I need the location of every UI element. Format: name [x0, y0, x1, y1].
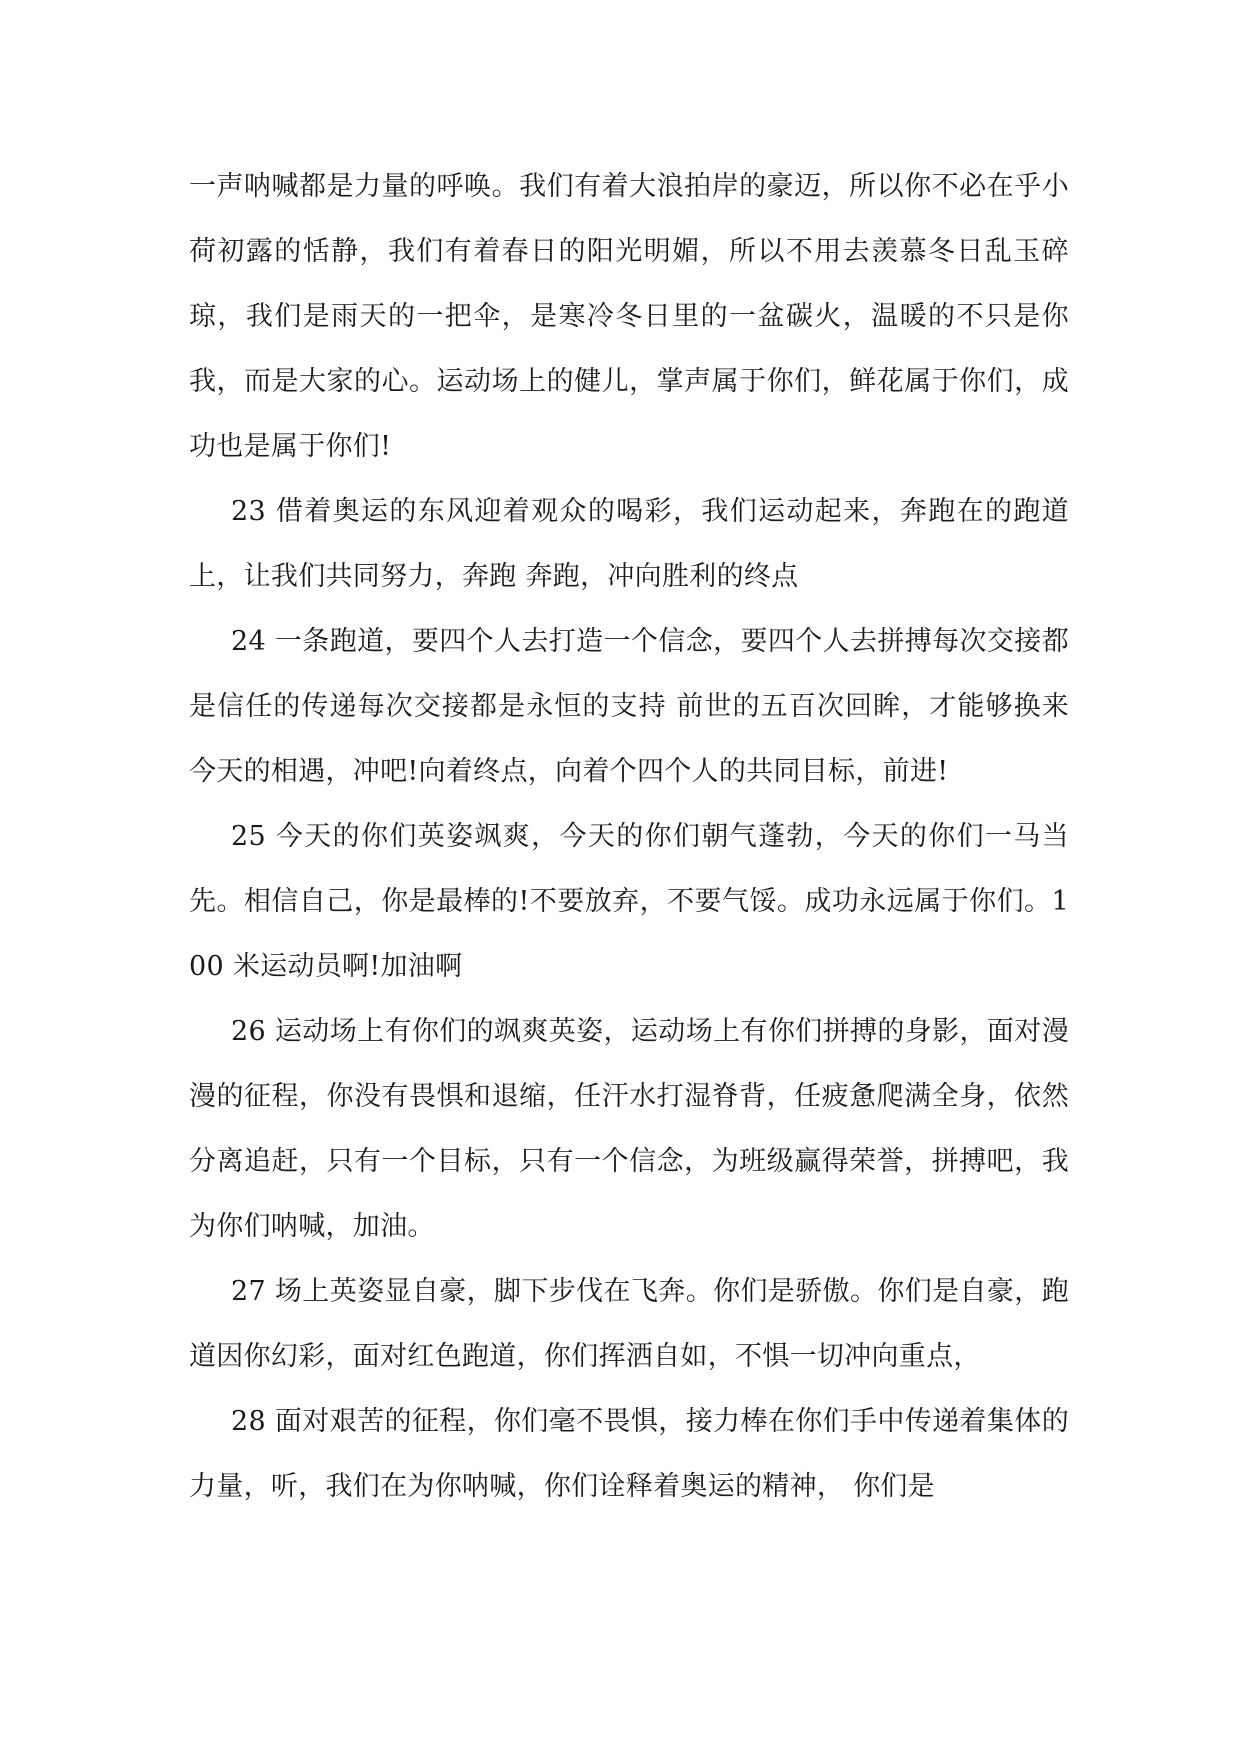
paragraph-23	[189, 479, 1069, 609]
paragraph-28	[189, 1389, 1069, 1519]
paragraph-1-text: 一声呐喊都是力量的呼唤。我们有着大浪拍岸的豪迈，所以你不必在乎小荷初露的恬静，我们有着春日的阳光明媚，所以不用去羡慕冬日乱玉碎琼，我们是雨天的一把伞，是寒冷冬日里的一盆碳火，温暖的不只是你我，而是大家的心。运动场上的健儿，掌声属于你们，鲜花属于你们，成功也是属于你们!	[189, 171, 1069, 462]
paragraph-23-text: 23 借着奥运的东风迎着观众的喝彩，我们运动起来，奔跑在的跑道上，让我们共同努力，奔跑 奔跑，冲向胜利的终点	[189, 496, 1069, 592]
paragraph-26-text: 26 运动场上有你们的飒爽英姿，运动场上有你们拼搏的身影，面对漫漫的征程，你没有畏惧和退缩，任汗水打湿脊背，任疲惫爬满全身，依然分离追赶，只有一个目标，只有一个信念，为班级赢得荣誉，拼搏吧，我为你们呐喊，加油。	[189, 1016, 1069, 1242]
paragraph-1	[189, 154, 1069, 479]
document-body	[189, 154, 1069, 1519]
paragraph-27	[189, 1259, 1069, 1389]
paragraph-28-text: 28 面对艰苦的征程，你们毫不畏惧，接力棒在你们手中传递着集体的力量，听，我们在为你呐喊，你们诠释着奥运的精神， 你们是	[189, 1406, 1069, 1502]
paragraph-24-text: 24 一条跑道，要四个人去打造一个信念，要四个人去拼搏每次交接都是信任的传递每次交接都是永恒的支持 前世的五百次回眸，才能够换来今天的相遇，冲吧!向着终点，向着个四个人的共同目标，前进!	[189, 626, 1069, 787]
paragraph-24	[189, 609, 1069, 804]
paragraph-25	[189, 804, 1069, 999]
paragraph-25-text: 25 今天的你们英姿飒爽，今天的你们朝气蓬勃，今天的你们一马当先。相信自己，你是最棒的!不要放弃，不要气馁。成功永远属于你们。100 米运动员啊!加油啊	[189, 821, 1069, 982]
paragraph-27-text: 27 场上英姿显自豪，脚下步伐在飞奔。你们是骄傲。你们是自豪，跑道因你幻彩，面对红色跑道，你们挥洒自如，不惧一切冲向重点，	[189, 1276, 1069, 1372]
paragraph-26	[189, 999, 1069, 1259]
